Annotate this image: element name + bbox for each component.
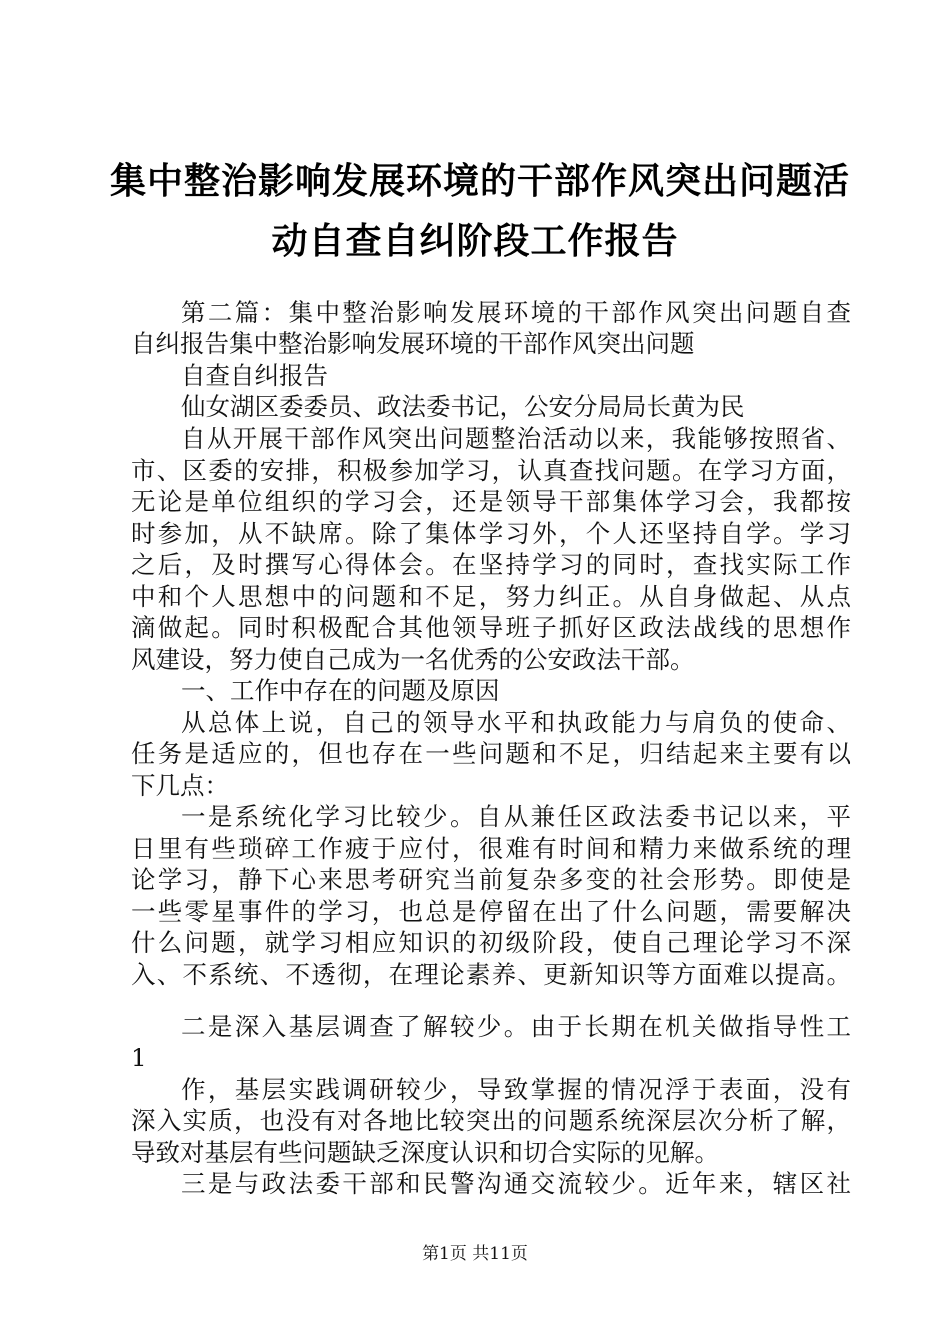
body-line: 什么问题，就学习相应知识的初级阶段，使自己理论学习不深 <box>131 928 851 957</box>
section-heading: 一、工作中存在的问题及原因 <box>181 676 500 705</box>
body-line: 任务是适应的，但也存在一些问题和不足，归结起来主要有以 <box>131 739 851 768</box>
body-line: 之后，及时撰写心得体会。在坚持学习的同时，查找实际工作 <box>131 550 851 579</box>
body-line: 深入实质，也没有对各地比较突出的问题系统深层次分析了解， <box>131 1106 851 1135</box>
body-line: 一是系统化学习比较少。自从兼任区政法委书记以来，平 <box>181 802 851 831</box>
body-line: 作，基层实践调研较少，导致掌握的情况浮于表面，没有 <box>181 1075 851 1104</box>
body-line: 市、区委的安排，积极参加学习，认真查找问题。在学习方面， <box>131 456 851 485</box>
body-line: 论学习，静下心来思考研究当前复杂多变的社会形势。即使是 <box>131 865 851 894</box>
body-line: 入、不系统、不透彻，在理论素养、更新知识等方面难以提高。 <box>131 960 851 989</box>
body-line: 日里有些琐碎工作疲于应付，很难有时间和精力来做系统的理 <box>131 834 851 863</box>
body-line: 三是与政法委干部和民警沟通交流较少。近年来，辖区社 <box>181 1169 851 1198</box>
body-line: 自从开展干部作风突出问题整治活动以来，我能够按照省、 <box>181 424 851 453</box>
body-line: 滴做起。同时积极配合其他领导班子抓好区政法战线的思想作 <box>131 613 851 642</box>
body-line: 第二篇：集中整治影响发展环境的干部作风突出问题自查 <box>181 298 851 327</box>
body-line: 导致对基层有些问题缺乏深度认识和切合实际的见解。 <box>131 1138 719 1167</box>
body-line: 从总体上说，自己的领导水平和执政能力与肩负的使命、 <box>181 708 851 737</box>
body-line: 无论是单位组织的学习会，还是领导干部集体学习会，我都按 <box>131 487 851 516</box>
body-line: 自纠报告集中整治影响发展环境的干部作风突出问题 <box>131 329 695 358</box>
body-line: 下几点： <box>131 771 229 800</box>
body-line: 中和个人思想中的问题和不足，努力纠正。从自身做起、从点 <box>131 582 851 611</box>
page-number-marker: 1 <box>131 1043 147 1072</box>
body-line: 自查自纠报告 <box>181 361 328 390</box>
body-line: 时参加，从不缺席。除了集体学习外，个人还坚持自学。学习 <box>131 519 851 548</box>
body-line: 二是深入基层调查了解较少。由于长期在机关做指导性工 <box>181 1012 851 1041</box>
document-title-line-2: 动自查自纠阶段工作报告 <box>271 221 679 262</box>
document-title-line-1: 集中整治影响发展环境的干部作风突出问题活 <box>110 161 851 202</box>
body-line: 一些零星事件的学习，也总是停留在出了什么问题，需要解决 <box>131 897 851 926</box>
body-line: 仙女湖区委委员、政法委书记，公安分局局长黄为民 <box>181 392 745 421</box>
page-footer: 第1页 共11页 <box>422 1244 528 1264</box>
body-line: 风建设，努力使自己成为一名优秀的公安政法干部。 <box>131 645 695 674</box>
